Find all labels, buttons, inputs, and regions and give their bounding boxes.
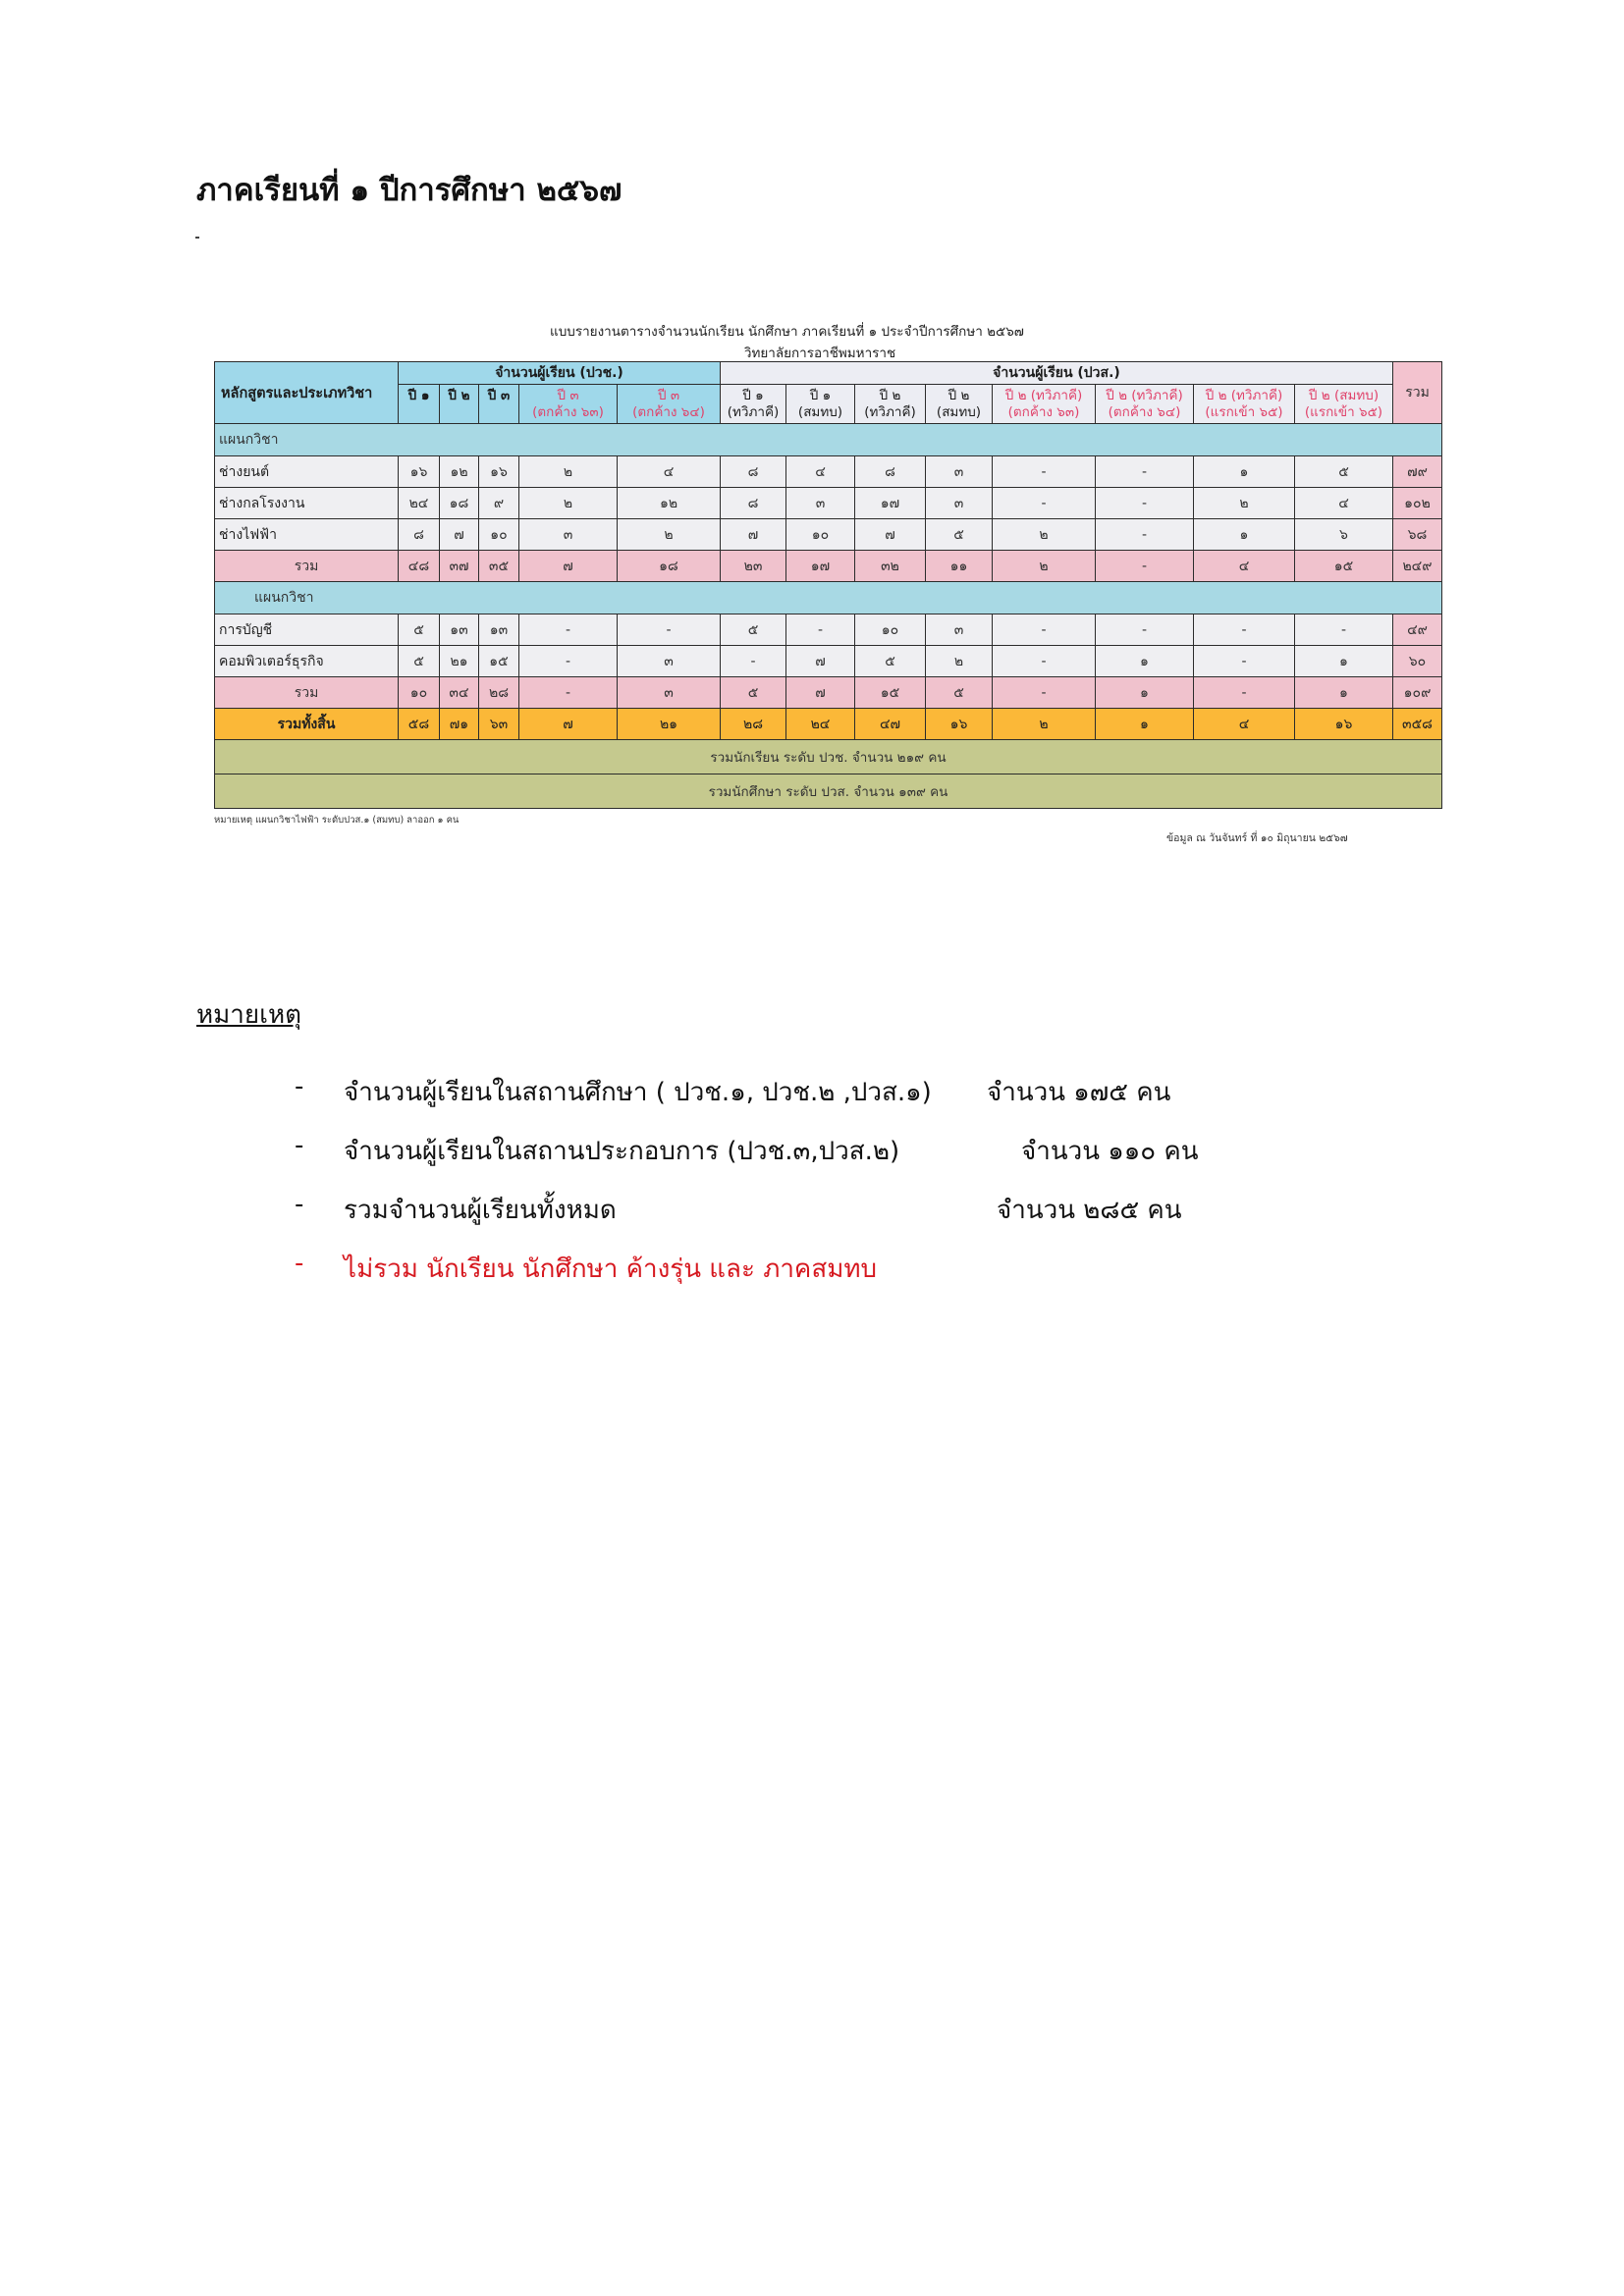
subtotal-total: ๒๔๙ [1393,551,1442,582]
grand-total-cell: ๗๑ [440,709,479,740]
count-cell: - [1194,646,1295,677]
count-cell: ๓ [926,456,993,488]
row-total: ๔๙ [1393,614,1442,646]
remark-amount: จำนวน ๑๑๐ คน [1021,1137,1199,1166]
column-line1: ปี ๑ [742,387,764,403]
table-footnote: หมายเหตุ แผนกวิชาไฟฟ้า ระดับปวส.๑ (สมทบ) ลาออก ๑ คน [214,815,460,826]
column-line1: ปี ๒ (ทวิภาคี) [1205,387,1283,403]
grand-total-cell: ๒๔ [786,709,855,740]
table-row [215,646,1442,677]
column-line1: ปี ๒ (ทวิภาคี) [1004,387,1083,403]
pvs-column-header [1194,385,1295,424]
count-cell: ๑๖ [479,456,519,488]
count-cell: ๒ [618,519,721,551]
count-cell: ๕ [721,614,786,646]
subtotal-cell: ๗ [786,677,855,709]
subtotal-total: ๑๐๙ [1393,677,1442,709]
count-cell: ๘ [721,456,786,488]
count-cell: - [618,614,721,646]
student-count-table [214,361,1442,809]
grand-total-cell: ๒๘ [721,709,786,740]
remark-amount: จำนวน ๑๗๕ คน [987,1078,1171,1107]
count-cell: - [519,646,618,677]
college-name: วิทยาลัยการอาชีพมหาราช [743,346,896,361]
subtotal-cell: ๕ [926,677,993,709]
count-cell: - [993,488,1096,519]
count-cell: - [721,646,786,677]
subtotal-cell: - [519,677,618,709]
count-cell: - [1295,614,1393,646]
subtotal-cell: ๑๘ [618,551,721,582]
report-title: แบบรายงานตารางจำนวนนักเรียน นักศึกษา ภาคเรียนที่ ๑ ประจำปีการศึกษา ๒๕๖๗ [550,324,1024,340]
table-row [215,488,1442,519]
subtotal-label: รวม [215,551,399,582]
column-line1: ปี ๑ [809,387,832,403]
program-name: การบัญชี [215,614,399,646]
column-line1: ปี ๒ (ทวิภาคี) [1106,387,1183,403]
column-line2: (สมทบ) [797,403,843,420]
pvs-group-header: จำนวนผู้เรียน (ปวส.) [721,362,1393,385]
column-line2: (ตกค้าง ๖๓) [532,403,604,420]
count-cell: ๓ [926,488,993,519]
summary-text: รวมนักศึกษา ระดับ ปวส. จำนวน ๑๓๙ คน [215,774,1442,809]
column-line2: (ตกค้าง ๖๔) [632,403,705,420]
subtotal-cell: ๓๒ [855,551,926,582]
column-line1: ปี ๒ [947,387,970,403]
pvc-column-header [399,385,440,424]
remark-amount: จำนวน ๒๘๕ คน [997,1196,1182,1225]
count-cell: ๑ [1194,519,1295,551]
count-cell: ๕ [926,519,993,551]
program-column-header: หลักสูตรและประเภทวิชา [215,362,399,424]
subtotal-cell: ๓๕ [479,551,519,582]
column-line1: ปี ๓ [557,387,579,403]
subtotal-cell: ๒๘ [479,677,519,709]
subtotal-cell: ๑๑ [926,551,993,582]
subtotal-label: รวม [215,677,399,709]
grand-total-cell: ๑๖ [1295,709,1393,740]
remarks-title: หมายเหตุ [196,1000,302,1030]
count-cell: ๔ [618,456,721,488]
data-as-of-date: ข้อมูล ณ วันจันทร์ ที่ ๑๐ มิถุนายน ๒๕๖๗ [1166,832,1348,844]
pvs-column-header [855,385,926,424]
table-body [215,424,1442,809]
pvc-column-header [479,385,519,424]
subtotal-cell: ๑๐ [399,677,440,709]
subtotal-cell: ๑๕ [1295,551,1393,582]
count-cell: - [1194,614,1295,646]
summary-text: รวมนักเรียน ระดับ ปวช. จำนวน ๒๑๙ คน [215,740,1442,774]
pvs-column-header [926,385,993,424]
count-cell: - [993,646,1096,677]
column-line1: ปี ๒ [879,387,901,403]
count-cell: ๒ [926,646,993,677]
count-cell: ๓ [786,488,855,519]
remark-text: จำนวนผู้เรียนในสถานศึกษา ( ปวช.๑, ปวช.๒ ,ปวส.๑) [344,1078,932,1107]
program-name: ช่างกลโรงงาน [215,488,399,519]
row-total: ๖๐ [1393,646,1442,677]
subtotal-cell: ๑๗ [786,551,855,582]
subtotal-cell: ๕ [721,677,786,709]
subtotal-cell: - [993,677,1096,709]
count-cell: ๕ [855,646,926,677]
count-cell: ๑๐ [479,519,519,551]
bullet-dash: - [295,1072,304,1101]
pvs-column-header [786,385,855,424]
column-line1: ปี ๓ [487,387,511,403]
subtotal-cell: ๑๕ [855,677,926,709]
column-line2-empty [399,404,439,421]
subtotal-row [215,551,1442,582]
subtotal-cell: ๓๗ [440,551,479,582]
count-cell: ๓ [926,614,993,646]
count-cell: ๑ [1295,646,1393,677]
column-line2: (ทวิภาคี) [727,403,780,420]
count-cell: ๑๐ [855,614,926,646]
pvc-column-header [519,385,618,424]
row-total: ๑๐๒ [1393,488,1442,519]
column-line2: (ตกค้าง ๖๔) [1108,403,1181,420]
row-total: ๖๘ [1393,519,1442,551]
column-line1: ปี ๑ [407,387,430,403]
pvc-column-header [440,385,479,424]
subtotal-cell: ๑ [1096,677,1194,709]
column-line2: (สมทบ) [936,403,982,420]
total-column-header: รวม [1393,362,1442,424]
count-cell: ๗ [855,519,926,551]
count-cell: ๑๒ [618,488,721,519]
subtotal-cell: - [1096,551,1194,582]
count-cell: ๑๓ [440,614,479,646]
subtotal-cell: ๒๓ [721,551,786,582]
grand-total-cell: ๔๗ [855,709,926,740]
count-cell: ๑๒ [440,456,479,488]
count-cell: ๒ [993,519,1096,551]
grand-total-cell: ๖๓ [479,709,519,740]
program-name: ช่างไฟฟ้า [215,519,399,551]
grand-total-cell: ๗ [519,709,618,740]
count-cell: ๖ [1295,519,1393,551]
section-header: แผนกวิชา [215,582,1442,614]
pvc-column-header [618,385,721,424]
grand-total-label: รวมทั้งสิ้น [215,709,399,740]
column-line2: (ตกค้าง ๖๓) [1007,403,1080,420]
count-cell: ๔ [1295,488,1393,519]
row-total: ๗๙ [1393,456,1442,488]
table-row [215,614,1442,646]
count-cell: ๘ [721,488,786,519]
subtotal-cell: - [1194,677,1295,709]
subtotal-cell: ๔ [1194,551,1295,582]
column-line1: ปี ๒ [448,387,470,403]
grand-total-cell: ๕๘ [399,709,440,740]
count-cell: ๑๕ [479,646,519,677]
count-cell: ๗ [721,519,786,551]
count-cell: ๘ [399,519,440,551]
remark-text: รวมจำนวนผู้เรียนทั้งหมด [344,1196,617,1225]
column-line2: (แรกเข้า ๖๕) [1304,403,1383,420]
count-cell: - [1096,456,1194,488]
pvs-column-header [1295,385,1393,424]
count-cell: ๒๔ [399,488,440,519]
bullet-dash: - [295,1131,304,1160]
bullet-dash: - [295,1249,304,1278]
subtotal-cell: ๔๘ [399,551,440,582]
column-line2-empty [440,404,478,421]
bullet-dash: - [295,1190,304,1219]
count-cell: ๘ [855,456,926,488]
count-cell: ๒๑ [440,646,479,677]
count-cell: ๑ [1194,456,1295,488]
count-cell: - [1096,614,1194,646]
grand-total-cell: ๑ [1096,709,1194,740]
grand-total-cell: ๒๑ [618,709,721,740]
subtotal-cell: ๒ [993,551,1096,582]
count-cell: ๑๓ [479,614,519,646]
remark-text: ไม่รวม นักเรียน นักศึกษา ค้างรุ่น และ ภาคสมทบ [344,1255,877,1284]
count-cell: ๒ [519,456,618,488]
summary-row [215,774,1442,809]
count-cell: ๑๐ [786,519,855,551]
scan-mark [195,237,199,239]
count-cell: ๔ [786,456,855,488]
table-header [215,362,1442,424]
count-cell: ๑๖ [399,456,440,488]
count-cell: - [993,614,1096,646]
count-cell: ๗ [786,646,855,677]
pvc-group-header: จำนวนผู้เรียน (ปวช.) [399,362,721,385]
count-cell: - [519,614,618,646]
column-line2: (แรกเข้า ๖๕) [1205,403,1283,420]
summary-row [215,740,1442,774]
count-cell: ๑๘ [440,488,479,519]
subtotal-cell: ๗ [519,551,618,582]
count-cell: ๓ [519,519,618,551]
count-cell: ๕ [1295,456,1393,488]
count-cell: - [1096,519,1194,551]
column-line1: ปี ๓ [657,387,680,403]
subtotal-cell: ๑ [1295,677,1393,709]
subtotal-row [215,677,1442,709]
column-line2-empty [479,404,518,421]
count-cell: - [1096,488,1194,519]
grand-total-cell: ๑๖ [926,709,993,740]
count-cell: ๒ [1194,488,1295,519]
program-name: ช่างยนต์ [215,456,399,488]
count-cell: - [993,456,1096,488]
count-cell: ๓ [618,646,721,677]
count-cell: ๑ [1096,646,1194,677]
count-cell: ๒ [519,488,618,519]
pvs-column-header [721,385,786,424]
count-cell: - [786,614,855,646]
table-row [215,519,1442,551]
grand-total-total: ๓๕๘ [1393,709,1442,740]
page-title: ภาคเรียนที่ ๑ ปีการศึกษา ๒๕๖๗ [196,173,623,208]
grand-total-cell: ๒ [993,709,1096,740]
column-line2: (ทวิภาคี) [864,403,916,420]
pvs-column-header [1096,385,1194,424]
count-cell: ๙ [479,488,519,519]
grand-total-row [215,709,1442,740]
subtotal-cell: ๓ [618,677,721,709]
count-cell: ๕ [399,646,440,677]
program-name: คอมพิวเตอร์ธุรกิจ [215,646,399,677]
section-header: แผนกวิชา [215,424,1442,456]
remark-text: จำนวนผู้เรียนในสถานประกอบการ (ปวช.๓,ปวส.๒) [344,1137,900,1166]
subtotal-cell: ๓๔ [440,677,479,709]
table-row [215,456,1442,488]
count-cell: ๕ [399,614,440,646]
pvs-column-header [993,385,1096,424]
grand-total-cell: ๔ [1194,709,1295,740]
report-college [0,342,1624,363]
count-cell: ๗ [440,519,479,551]
column-line1: ปี ๒ (สมทบ) [1308,387,1380,403]
count-cell: ๑๗ [855,488,926,519]
